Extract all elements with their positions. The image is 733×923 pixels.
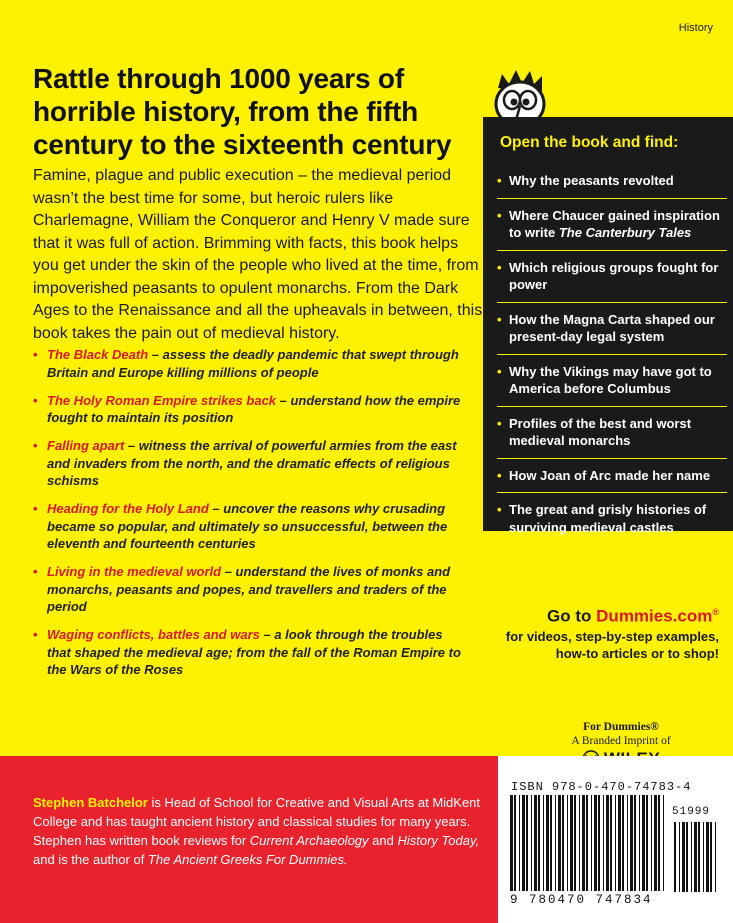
ean-number: 9 780470 747834 xyxy=(510,893,653,907)
category-label: History xyxy=(678,22,713,34)
feature-title: Falling apart xyxy=(47,438,125,453)
feature-bullets xyxy=(33,346,463,689)
barcode-bar xyxy=(663,795,664,891)
find-item-text: Profiles of the best and worst medieval monarchs xyxy=(509,415,692,448)
barcode-bar xyxy=(550,795,552,891)
barcode-bar xyxy=(639,795,640,891)
feature-text: – assess the deadly pandemic that swept through Britain and Europe killing millions of people xyxy=(47,347,459,380)
barcode-bar xyxy=(531,795,532,891)
feature-title: The Holy Roman Empire strikes back xyxy=(47,392,277,408)
barcode-bar xyxy=(694,822,697,892)
find-item xyxy=(497,363,727,407)
barcode-bar xyxy=(634,795,636,891)
barcode-bar xyxy=(562,795,564,891)
find-item-text: How Joan of Arc made her name xyxy=(509,467,711,483)
barcode-bar xyxy=(603,795,604,891)
barcode-bar xyxy=(686,822,688,892)
feature-text: – a look through the troubles that shaped the medieval age; from the fall of the Roman Empire to the Wars of the Roses xyxy=(47,627,461,677)
feature-bullet xyxy=(33,346,463,381)
feature-bullet xyxy=(33,392,463,427)
find-list xyxy=(497,172,727,552)
bullet-icon: • xyxy=(33,501,38,516)
feature-title: The Black Death xyxy=(47,347,149,362)
barcode-bar xyxy=(651,795,652,891)
barcode-bar xyxy=(546,795,549,891)
registered-mark: ® xyxy=(712,607,719,617)
find-item xyxy=(497,311,727,355)
barcode-bar xyxy=(654,795,657,891)
author-bio-italic: The Ancient Greeks For Dummies. xyxy=(147,852,348,867)
barcode-bar xyxy=(658,795,660,891)
barcode-bar xyxy=(538,795,540,891)
barcode-bar xyxy=(598,795,600,891)
bullet-icon: • xyxy=(33,438,38,453)
feature-bullet xyxy=(33,500,463,553)
author-bio-italic: Current Archaeology xyxy=(249,833,369,848)
author-name: Stephen Batchelor xyxy=(33,795,148,810)
barcode-bar xyxy=(615,795,616,891)
find-item-text: Where Chaucer gained inspiration to write xyxy=(509,207,720,240)
find-item-text: Why the Vikings may have got to America before Columbus xyxy=(509,363,712,396)
barcode-bar xyxy=(715,822,716,892)
find-item-text: Why the peasants revolted xyxy=(509,173,674,188)
barcode-bar xyxy=(618,795,621,891)
find-item-text: How the Magna Carta shaped our present-day legal system xyxy=(509,311,715,344)
bullet-icon: • xyxy=(497,173,502,188)
barcode-bar xyxy=(706,822,709,892)
barcode-bar xyxy=(586,795,588,891)
find-item xyxy=(497,467,727,494)
find-box-title: Open the book and find: xyxy=(500,134,679,151)
barcode-bar xyxy=(622,795,624,891)
barcode-bar xyxy=(555,795,556,891)
barcode-bar xyxy=(682,822,685,892)
barcode-bar xyxy=(582,795,585,891)
barcode-bar xyxy=(570,795,573,891)
author-bio-text: and is the author of xyxy=(33,852,148,867)
barcode-bar xyxy=(519,795,520,891)
feature-bullet xyxy=(33,626,463,679)
author-bio-text: is Head of School for Creative and Visual Arts at MidKent College and has taught ancient history and classical studies for many years. Stephen has written book reviews for xyxy=(33,795,481,848)
barcode-bar xyxy=(522,795,525,891)
goto-prefix: Go to xyxy=(547,606,597,626)
bullet-icon: • xyxy=(33,392,38,408)
barcode-bar xyxy=(642,795,645,891)
imprint-line-2: A Branded Imprint of xyxy=(571,735,671,747)
website-promo xyxy=(483,601,719,662)
find-item xyxy=(497,415,727,459)
feature-bullet xyxy=(33,437,463,490)
barcode-bar xyxy=(591,795,592,891)
barcode-bar xyxy=(574,795,576,891)
feature-text: – understand how the empire fought to maintain its position xyxy=(47,392,461,425)
feature-title: Waging conflicts, battles and wars xyxy=(47,627,260,642)
barcode-bar xyxy=(514,795,516,891)
bullet-icon: • xyxy=(497,467,502,483)
barcode-bar xyxy=(674,822,676,892)
bullet-icon: • xyxy=(33,627,38,642)
barcode-bar xyxy=(627,795,628,891)
barcode-bar xyxy=(526,795,528,891)
bullet-icon: • xyxy=(33,564,38,579)
bullet-icon: • xyxy=(33,347,38,362)
bullet-icon: • xyxy=(497,363,502,379)
isbn-text: ISBN 978-0-470-74783-4 xyxy=(511,780,692,794)
barcode-bar xyxy=(698,822,700,892)
barcode-bar xyxy=(534,795,537,891)
barcode-bar xyxy=(691,822,692,892)
bullet-icon: • xyxy=(497,415,502,431)
author-bio xyxy=(33,793,483,869)
barcode-bar xyxy=(679,822,680,892)
find-item-text: The great and grisly histories of surviving medieval castles xyxy=(509,502,707,535)
goto-description: for videos, step-by-step examples, how-to articles or to shop! xyxy=(505,628,719,661)
feature-text: – understand the lives of monks and monarchs, peasants and popes, and travellers and traders of the period xyxy=(47,564,451,614)
bullet-icon: • xyxy=(497,207,502,223)
headline: Rattle through 1000 years of horrible history, from the fifth century to the sixteenth century xyxy=(33,63,452,160)
barcode-bar xyxy=(579,795,580,891)
barcode-bar xyxy=(567,795,568,891)
find-box xyxy=(483,117,733,535)
barcode-bar xyxy=(606,795,609,891)
feature-text: – uncover the reasons why crusading became so popular, and ultimately so unsuccessful, between the eleventh and fourteenth centuries xyxy=(47,501,448,551)
find-item xyxy=(497,259,727,303)
author-bio-text: and xyxy=(368,833,398,848)
main-barcode-icon xyxy=(508,795,668,891)
feature-bullet xyxy=(33,563,463,616)
feature-text: – witness the arrival of powerful armies from the east and invaders from the north, and the dramatic effects of religious schisms xyxy=(47,438,457,488)
feature-title: Heading for the Holy Land xyxy=(47,501,209,516)
price-code: 51999 xyxy=(672,806,711,818)
barcode-bar xyxy=(510,795,513,891)
author-bio-italic: History Today, xyxy=(397,833,480,848)
bullet-icon: • xyxy=(497,311,502,327)
barcode-bar xyxy=(630,795,633,891)
find-item xyxy=(497,207,727,251)
imprint-line-1: For Dummies® xyxy=(583,721,659,733)
barcode-bar xyxy=(610,795,612,891)
barcode-bar xyxy=(543,795,544,891)
price-barcode-icon xyxy=(672,822,720,892)
barcode-bar xyxy=(703,822,704,892)
bullet-icon: • xyxy=(497,502,502,517)
feature-title: Living in the medieval world xyxy=(47,564,222,579)
barcode-bar xyxy=(558,795,561,891)
find-item-italic: The Canterbury Tales xyxy=(558,225,692,240)
find-item-text: Which religious groups fought for power xyxy=(509,259,719,292)
barcode-bar xyxy=(710,822,712,892)
find-item xyxy=(497,172,727,199)
find-item xyxy=(497,501,727,544)
barcode-bar xyxy=(594,795,597,891)
dummies-link[interactable]: Dummies.com xyxy=(596,606,713,626)
intro-paragraph: Famine, plague and public execution – the medieval period wasn’t the best time for some, but heroic rulers like Charlemagne, William the Conqueror and Henry V made sure that it was full of action. Brimming with facts, this book helps you get under the skin of the people who lived at the time, from impoverished peasants to opulent monarchs. From the Dark Ages to the Renaissance and all the upheavals in between, this book takes the pain out of medieval history. xyxy=(33,167,483,342)
barcode-bar xyxy=(646,795,648,891)
bullet-icon: • xyxy=(497,259,502,275)
